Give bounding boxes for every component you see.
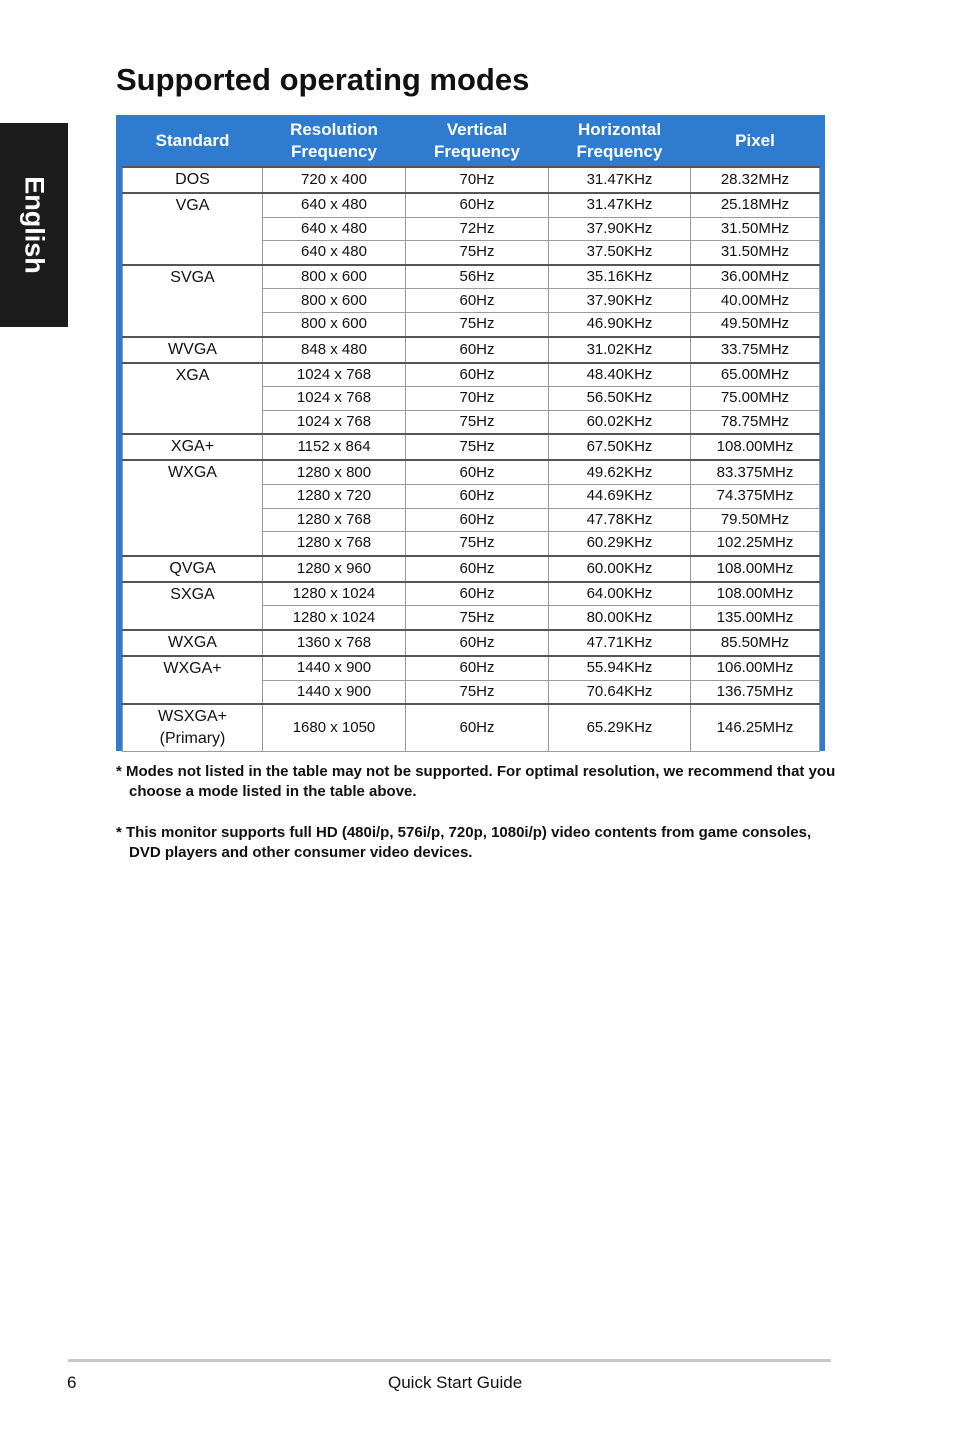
cell-resolution: 640 x 480 xyxy=(263,193,406,217)
footer-divider xyxy=(68,1359,831,1362)
cell-pixel: 136.75MHz xyxy=(691,680,820,704)
cell-horizontal-frequency: 31.02KHz xyxy=(549,337,691,363)
cell-standard: WXGA xyxy=(123,630,263,656)
table-header-row xyxy=(123,115,820,166)
header-resolution: Resolution Frequency xyxy=(290,119,378,161)
table-body xyxy=(123,166,820,752)
modes-table xyxy=(122,115,820,752)
cell-vertical-frequency: 60Hz xyxy=(406,460,549,484)
cell-pixel: 79.50MHz xyxy=(691,508,820,532)
cell-standard: WXGA+ xyxy=(123,656,263,704)
cell-vertical-frequency: 60Hz xyxy=(406,630,549,656)
cell-pixel: 108.00MHz xyxy=(691,582,820,606)
cell-pixel: 25.18MHz xyxy=(691,193,820,217)
cell-horizontal-frequency: 64.00KHz xyxy=(549,582,691,606)
cell-resolution: 1280 x 768 xyxy=(263,508,406,532)
cell-standard: DOS xyxy=(123,167,263,193)
cell-pixel: 33.75MHz xyxy=(691,337,820,363)
cell-pixel: 135.00MHz xyxy=(691,606,820,630)
cell-horizontal-frequency: 47.78KHz xyxy=(549,508,691,532)
cell-resolution: 848 x 480 xyxy=(263,337,406,363)
cell-horizontal-frequency: 56.50KHz xyxy=(549,387,691,411)
cell-pixel: 49.50MHz xyxy=(691,312,820,336)
cell-pixel: 28.32MHz xyxy=(691,167,820,193)
table-row xyxy=(123,582,820,606)
page-number: 6 xyxy=(67,1373,77,1392)
cell-standard: WXGA xyxy=(123,460,263,555)
cell-horizontal-frequency: 65.29KHz xyxy=(549,704,691,752)
cell-resolution: 800 x 600 xyxy=(263,265,406,289)
note-unsupported-modes: * Modes not listed in the table may not be supported. For optimal resolution, we recommend that you choose a mode listed in the table above. xyxy=(116,763,836,800)
cell-pixel: 31.50MHz xyxy=(691,241,820,265)
cell-horizontal-frequency: 60.02KHz xyxy=(549,410,691,434)
cell-vertical-frequency: 75Hz xyxy=(406,241,549,265)
table-row xyxy=(123,704,820,752)
cell-resolution: 1280 x 768 xyxy=(263,532,406,556)
cell-pixel: 74.375MHz xyxy=(691,484,820,508)
cell-pixel: 102.25MHz xyxy=(691,532,820,556)
cell-standard: XGA xyxy=(123,363,263,435)
cell-horizontal-frequency: 80.00KHz xyxy=(549,606,691,630)
cell-pixel: 108.00MHz xyxy=(691,556,820,582)
cell-pixel: 65.00MHz xyxy=(691,363,820,387)
cell-vertical-frequency: 75Hz xyxy=(406,680,549,704)
cell-horizontal-frequency: 67.50KHz xyxy=(549,434,691,460)
cell-resolution: 1280 x 720 xyxy=(263,484,406,508)
cell-vertical-frequency: 70Hz xyxy=(406,387,549,411)
header-standard: Standard xyxy=(155,130,230,150)
cell-resolution: 1280 x 1024 xyxy=(263,606,406,630)
table-row xyxy=(123,460,820,484)
cell-horizontal-frequency: 47.71KHz xyxy=(549,630,691,656)
cell-resolution: 1024 x 768 xyxy=(263,387,406,411)
header-horizontal: Horizontal Frequency xyxy=(576,119,663,161)
cell-horizontal-frequency: 37.90KHz xyxy=(549,217,691,241)
cell-resolution: 1280 x 1024 xyxy=(263,582,406,606)
cell-horizontal-frequency: 37.90KHz xyxy=(549,289,691,313)
header-vertical: Vertical Frequency xyxy=(434,119,520,161)
cell-horizontal-frequency: 70.64KHz xyxy=(549,680,691,704)
cell-standard: QVGA xyxy=(123,556,263,582)
cell-resolution: 720 x 400 xyxy=(263,167,406,193)
cell-resolution: 800 x 600 xyxy=(263,289,406,313)
cell-vertical-frequency: 60Hz xyxy=(406,704,549,752)
cell-resolution: 640 x 480 xyxy=(263,217,406,241)
modes-table-frame xyxy=(116,115,825,751)
cell-vertical-frequency: 60Hz xyxy=(406,363,549,387)
footer-title: Quick Start Guide xyxy=(388,1373,523,1392)
cell-pixel: 108.00MHz xyxy=(691,434,820,460)
cell-standard: VGA xyxy=(123,193,263,265)
cell-horizontal-frequency: 60.29KHz xyxy=(549,532,691,556)
cell-standard: SVGA xyxy=(123,265,263,337)
cell-resolution: 1280 x 960 xyxy=(263,556,406,582)
cell-horizontal-frequency: 55.94KHz xyxy=(549,656,691,680)
cell-pixel: 78.75MHz xyxy=(691,410,820,434)
language-tab-label: English xyxy=(19,176,50,274)
page-title: Supported operating modes xyxy=(116,62,530,97)
cell-vertical-frequency: 60Hz xyxy=(406,193,549,217)
cell-pixel: 85.50MHz xyxy=(691,630,820,656)
cell-vertical-frequency: 56Hz xyxy=(406,265,549,289)
cell-standard: WVGA xyxy=(123,337,263,363)
cell-vertical-frequency: 60Hz xyxy=(406,484,549,508)
cell-horizontal-frequency: 46.90KHz xyxy=(549,312,691,336)
cell-resolution: 1280 x 800 xyxy=(263,460,406,484)
cell-resolution: 640 x 480 xyxy=(263,241,406,265)
cell-pixel: 31.50MHz xyxy=(691,217,820,241)
cell-horizontal-frequency: 35.16KHz xyxy=(549,265,691,289)
cell-standard: SXGA xyxy=(123,582,263,630)
cell-horizontal-frequency: 44.69KHz xyxy=(549,484,691,508)
cell-horizontal-frequency: 48.40KHz xyxy=(549,363,691,387)
cell-vertical-frequency: 60Hz xyxy=(406,508,549,532)
cell-vertical-frequency: 75Hz xyxy=(406,434,549,460)
header-pixel: Pixel xyxy=(735,130,775,150)
cell-resolution: 800 x 600 xyxy=(263,312,406,336)
cell-pixel: 75.00MHz xyxy=(691,387,820,411)
cell-pixel: 83.375MHz xyxy=(691,460,820,484)
cell-vertical-frequency: 75Hz xyxy=(406,410,549,434)
table-row xyxy=(123,265,820,289)
cell-vertical-frequency: 72Hz xyxy=(406,217,549,241)
cell-pixel: 146.25MHz xyxy=(691,704,820,752)
cell-standard: WSXGA+ (Primary) xyxy=(123,704,263,752)
cell-pixel: 40.00MHz xyxy=(691,289,820,313)
cell-vertical-frequency: 75Hz xyxy=(406,532,549,556)
cell-vertical-frequency: 75Hz xyxy=(406,606,549,630)
cell-pixel: 106.00MHz xyxy=(691,656,820,680)
cell-vertical-frequency: 60Hz xyxy=(406,337,549,363)
table-row xyxy=(123,656,820,680)
cell-horizontal-frequency: 31.47KHz xyxy=(549,167,691,193)
table-row xyxy=(123,167,820,193)
table-row xyxy=(123,363,820,387)
table-row xyxy=(123,434,820,460)
cell-vertical-frequency: 70Hz xyxy=(406,167,549,193)
table-row xyxy=(123,556,820,582)
cell-resolution: 1152 x 864 xyxy=(263,434,406,460)
cell-horizontal-frequency: 31.47KHz xyxy=(549,193,691,217)
table-row xyxy=(123,193,820,217)
cell-vertical-frequency: 60Hz xyxy=(406,556,549,582)
cell-resolution: 1024 x 768 xyxy=(263,410,406,434)
cell-resolution: 1440 x 900 xyxy=(263,656,406,680)
cell-vertical-frequency: 60Hz xyxy=(406,289,549,313)
cell-standard: XGA+ xyxy=(123,434,263,460)
table-row xyxy=(123,630,820,656)
cell-vertical-frequency: 60Hz xyxy=(406,582,549,606)
notes xyxy=(116,762,836,884)
cell-vertical-frequency: 75Hz xyxy=(406,312,549,336)
cell-resolution: 1440 x 900 xyxy=(263,680,406,704)
cell-pixel: 36.00MHz xyxy=(691,265,820,289)
cell-resolution: 1680 x 1050 xyxy=(263,704,406,752)
cell-resolution: 1024 x 768 xyxy=(263,363,406,387)
cell-resolution: 1360 x 768 xyxy=(263,630,406,656)
note-full-hd: * This monitor supports full HD (480i/p, 576i/p, 720p, 1080i/p) video contents from game consoles, DVD players and other consumer video devices. xyxy=(116,824,812,861)
language-tab xyxy=(0,123,68,327)
cell-horizontal-frequency: 37.50KHz xyxy=(549,241,691,265)
cell-horizontal-frequency: 49.62KHz xyxy=(549,460,691,484)
table-row xyxy=(123,337,820,363)
cell-vertical-frequency: 60Hz xyxy=(406,656,549,680)
cell-horizontal-frequency: 60.00KHz xyxy=(549,556,691,582)
